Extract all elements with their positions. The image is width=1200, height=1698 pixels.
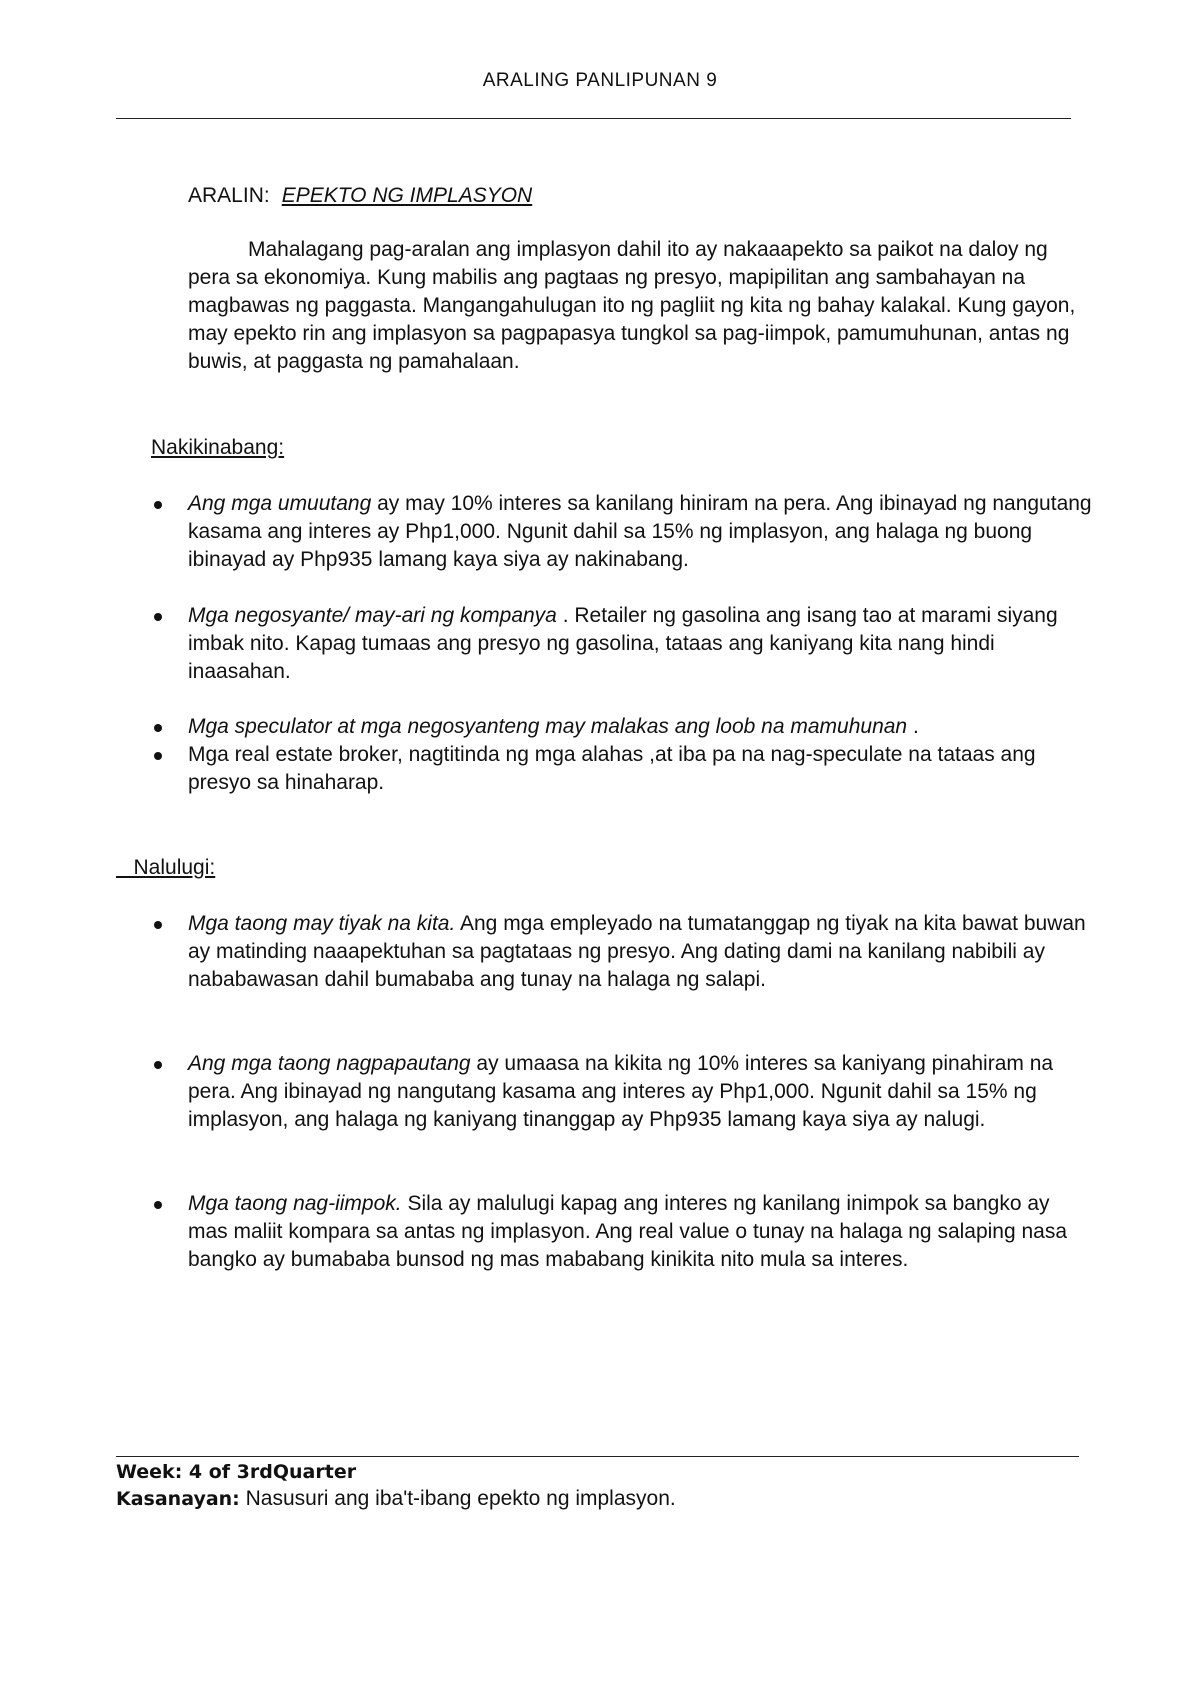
bullet-icon: [154, 752, 162, 760]
bullet-icon: [154, 613, 162, 621]
list-item: [188, 602, 1093, 686]
list-item: [188, 741, 1093, 797]
list-item-text: Ang mga empleyado na tumatanggap ng tiyak na kita bawat buwan ay matinding naaapektuhan sa pagtataas ng presyo. Ang dating dami na kanilang nabibili ay nababawasan dahil bumababa ang tunay na halaga ng salapi.: [188, 912, 1086, 991]
lesson-intro-paragraph: Mahalagang pag-aralan ang implasyon dahil ito ay nakaaapekto sa paikot na daloy ng pera sa ekonomiya. Kung mabilis ang pagtaas ng presyo, mapipilitan ang sambahayan na magbawas ng paggasta. Mangangahulugan ito ng pagliit ng kita ng bahay kalakal. Kung gayon, may epekto rin ang implasyon sa pagpapasya tungkol sa pag-iimpok, pamumuhunan, antas ng buwis, at paggasta ng pamahalaan.: [188, 238, 1076, 373]
list-item: [188, 1050, 1093, 1134]
footer-week-label: Week:: [116, 1461, 183, 1483]
footer-kasanayan-value: Nasusuri ang iba't-ibang epekto ng implasyon.: [239, 1487, 676, 1510]
list-item: [188, 490, 1093, 574]
list-item: [188, 910, 1093, 994]
footer-week: [116, 1458, 356, 1486]
list-item-lead: Mga speculator at mga negosyanteng may malakas ang loob na mamuhunan: [188, 715, 908, 738]
list-item-text: Sila ay malulugi kapag ang interes ng kanilang inimpok sa bangko ay mas maliit kompara sa antas ng implasyon. Ang real value o tunay na halaga ng salaping nasa bangko ay bumababa bunsod ng mas mababang kinikita nito mula sa interes.: [188, 1192, 1068, 1271]
list-item-text: ay umaasa na kikita ng 10% interes sa kaniyang pinahiram na pera. Ang ibinayad ng nangutang kasama ang interes ay Php1,000. Ngunit dahil sa 15% ng implasyon, ang halaga ng kaniyang tinanggap ay Php935 lamang kaya siya ay nalugi.: [188, 1052, 1054, 1131]
lesson-topic: EPEKTO NG IMPLASYON: [281, 184, 533, 207]
lesson-label: ARALIN:: [188, 184, 270, 207]
list-item: [188, 1190, 1093, 1274]
list-item-text: Mga real estate broker, nagtitinda ng mga alahas ,at iba pa na nag-speculate na tataas ang presyo sa hinaharap.: [188, 743, 1036, 794]
list-item-text: . Retailer ng gasolina ang isang tao at marami siyang imbak nito. Kapag tumaas ang presyo ng gasolina, tataas ang kaniyang kita nang hindi inaasahan.: [188, 604, 1058, 683]
bullet-icon: [154, 501, 162, 509]
list-item-lead: Mga taong may tiyak na kita.: [188, 912, 456, 935]
list-item: [188, 713, 1093, 741]
list-item-text: ay may 10% interes sa kanilang hiniram na pera. Ang ibinayad ng nangutang kasama ang interes ay Php1,000. Ngunit dahil sa 15% ng implasyon, ang halaga ng buong ibinayad ay Php935 lamang kaya siya ay nakinabang.: [188, 492, 1092, 571]
bullet-icon: [154, 1201, 162, 1209]
header-divider: [116, 118, 1071, 119]
footer-kasanayan-label: Kasanayan:: [116, 1488, 240, 1510]
footer-divider: [116, 1456, 1079, 1457]
page-header-title: ARALING PANLIPUNAN 9: [482, 70, 718, 91]
bullet-icon: [154, 921, 162, 929]
footer-kasanayan: [116, 1485, 676, 1513]
section-heading-nalulugi: Nalulugi:: [116, 856, 216, 879]
footer-week-value: 4 of 3rdQuarter: [182, 1461, 357, 1483]
section-heading-nakikinabang: Nakikinabang:: [151, 436, 285, 459]
list-item-lead: Mga negosyante/ may-ari ng kompanya: [188, 604, 557, 627]
list-item-lead: Mga taong nag-iimpok.: [188, 1192, 402, 1215]
list-item-lead: Ang mga umuutang: [188, 492, 372, 515]
bullet-icon: [154, 724, 162, 732]
list-item-text: .: [907, 715, 919, 738]
lesson-title: [188, 182, 532, 210]
list-item-lead: Ang mga taong nagpapautang: [188, 1052, 471, 1075]
bullet-icon: [154, 1061, 162, 1069]
